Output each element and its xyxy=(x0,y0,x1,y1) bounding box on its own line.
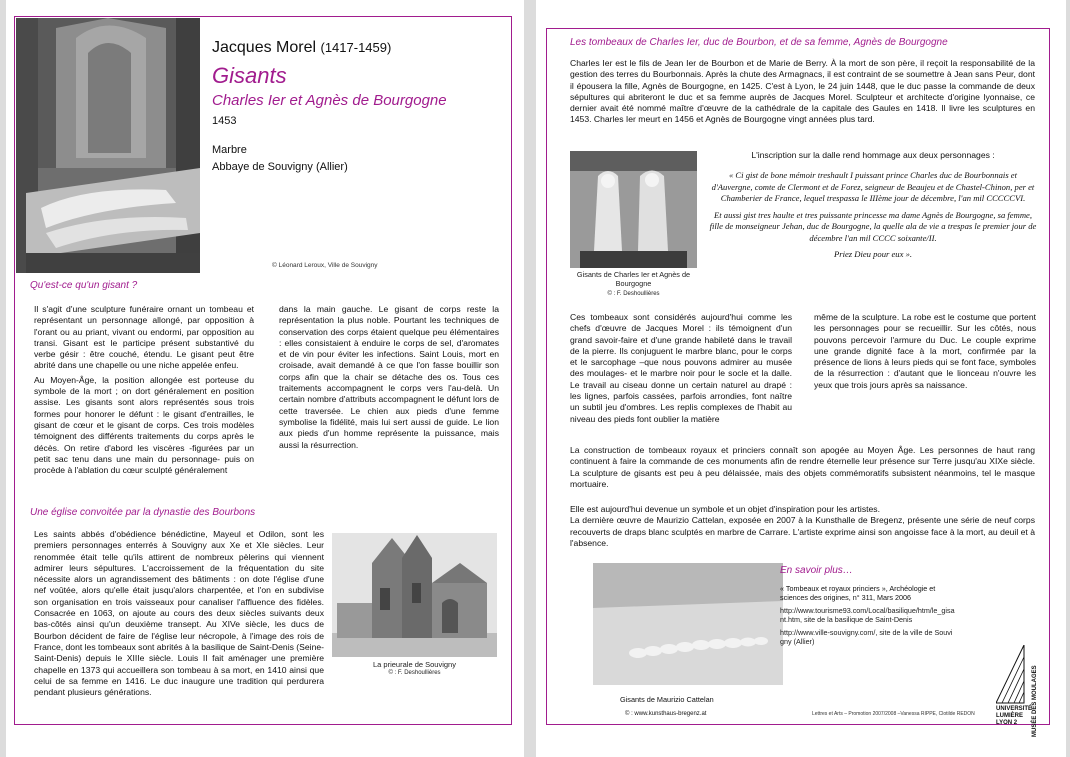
left-page xyxy=(6,0,524,757)
gisant-paragraph: Il s'agit d'une sculpture funéraire ornant un tombeau et représentant un personnage allongé, par opposition à l'orant ou au priant, vivant ou endormi, par opposition au transi. Gisant est le participe présent substantivé du verbe gésir : être couché, étendu. Le gisant peut être abrité dans une chapelle ou une niche appelée enfeu. xyxy=(34,304,254,371)
section-heading-tombeaux: Les tombeaux de Charles Ier, duc de Bourbon, et de sa femme, Agnès de Bourgogne xyxy=(570,37,948,48)
gisants-photo xyxy=(16,18,200,273)
gisant-paragraph: Au Moyen-Âge, la position allongée est porteuse du symbole de la mort ; on dort généralement en position assise. Les gisants sont alors représentés sous trois formes pour honorer le défunt : le gisant d'entrailles, le gisant de cœur et le gisant de corps. Ces trois modèles témoignent des différents traitements du corps après le décès. On retire d'abord les viscères -figurées par un petit sac tenu dans une main du personnage- puis on procède à l'ablation du cœur sculpté généralement xyxy=(34,374,254,476)
inscription-text: Priez Dieu pour eux ». xyxy=(833,249,913,259)
reference-book: « Tombeaux et royaux princiers », Archéologie et sciences des origines, n° 311, Mars 2006 xyxy=(780,584,936,602)
tomb-caption: Gisants de Charles Ier et Agnès de Bourgogne xyxy=(576,270,691,288)
intro-paragraph: Charles Ier est le fils de Jean Ier de Bourbon et de Marie de Berry. À la mort de son père, il reçoit la responsabilité de la gestion des terres du Bourbonnais. Après la chute des Armagnacs, il est contraint de se soumettre à Jean sans Peur, dont il épousera la fille, Agnès de Bourgogne, en 1425. C'est à Lyon, le 24 juin 1448, que le duc passe la commande de deux sépultures qui abriteront le duc et sa femme auprès de Jacques Morel. Sculpteur et architecte d'origine lyonnaise, ce dernier avait été nommé maître d'œuvre de la cathédrale de la capitale des Gaules en 1418. Il livre les sculptures en 1453. Charles Ier meurt en 1456 et Agnès de Bourgogne vingt années plus tard. xyxy=(570,58,1035,125)
gisant-col2 xyxy=(279,304,499,454)
logo-museum-band xyxy=(1032,645,1042,745)
inscription-text: Et aussi gist tres haulte et tres puissante princesse ma dame Agnès de Bourgogne, sa femme, fille de monseigneur Jehan, duc de Bourgogne, la quelle ala de vie a trespas le premier jour de décembre l'an mil CCCC soixante/II. xyxy=(709,209,1037,243)
inscription-block xyxy=(708,170,1038,261)
artwork-title: Gisants xyxy=(212,63,287,88)
tombeaux-col2 xyxy=(814,312,1036,394)
gisant-paragraph: dans la main gauche. Le gisant de corps reste la représentation la plus noble. Pourtant les techniques de conservation des corps étaient quelque peu élémentaires : elles consistaient à enduire le corps de sel, d'aromates et de vin pour éviter les infections. Saint Louis, mort en croisade, avait demandé à ce que l'on fasse bouillir son corps afin que la chair se détache des os. Tous ces traitements accompagnent le corps vers l'au-delà. Un certain nombre d'attributs accompagnent le défunt lors de cette traversée. Le chien aux pieds d'une femme symbolise la fidélité, mais lui sert aussi de guide. Le lion aux pieds d'un homme représente la puissance, mais aussi la résurrection. xyxy=(279,304,499,450)
reference-link[interactable]: http://www.tourisme93.com/Local/basilique/htm/le_gisant.htm, site de la basilique de Saint-Denis xyxy=(780,606,955,624)
artist-line xyxy=(212,39,391,57)
tombeaux-paragraph: même de la sculpture. La robe est le costume que portent les personnages pour se recueillir. Sur les côtés, nous pouvons percevoir l'armure du Duc. Le couple exprime une grande dignité face à la mort, confirmée par la présence de lions à leurs pieds qui se font face, symboles de la résurrection : d'autant que le lionceau n'ouvre les yeux que trois jours après sa naissance. xyxy=(814,312,1036,390)
inscription-text: « Ci gist de bone mémoir treshault I puissant prince Charles duc de Bourbonnais et d'Auvergne, comte de Clermont et de Forez, seigneur de Beaujeu et de Chastel-Chinon, per et Chamberier de France, lequel trespassa le IIIème jour de décembre, l'an mil CCCCCVI. xyxy=(711,170,1035,203)
prieurale-photo xyxy=(332,533,497,657)
logo-university-text: UNIVERSITÉ LUMIÈRE LYON 2 xyxy=(996,706,1033,726)
artist-name: Jacques Morel xyxy=(212,39,317,56)
prieurale-credit: © : F. Deshoullières xyxy=(388,670,441,676)
artwork-subtitle: Charles Ier et Agnès de Bourgogne xyxy=(212,92,447,109)
construction-paragraph: La construction de tombeaux royaux et princiers connaît son apogée au Moyen Âge. Les personnes de haut rang continuent à faire la commande de ces monuments afin de rendre éternelle leur présence sur Terre jusqu'au XIXe siècle. La sculpture de gisants est peu à peu délaissée, mais des objets commémoratifs subsistent néanmoins, tel le masque mortuaire. xyxy=(570,445,1035,489)
tombeaux-paragraph: Ces tombeaux sont considérés aujourd'hui comme les chefs d'œuvre de Jacques Morel : ils témoignent d'un grand savoir-faire et d'une grande habileté dans le travail de la pierre. Ils conjuguent le marbre blanc, pour le corps et le sarcophage –que nous pouvons admirer au musée des moulages- et le marbre noir pour le socle et la dalle. Le travail au ciseau donne un certain naturel au drapé : les lignes, parfois cassées, parfois arrondies, font naître un subtil jeu d'ombres. Les replis complexes de l'habit au niveau des pieds font oublier la matière xyxy=(570,312,792,424)
reference-link[interactable]: http://www.ville-souvigny.com/, site de la ville de Souvigny (Allier) xyxy=(780,628,953,646)
photo-credit: © Léonard Leroux, Ville de Souvigny xyxy=(272,262,378,269)
cattelan-photo xyxy=(593,563,783,685)
more-references xyxy=(780,584,955,646)
logo-mark-icon xyxy=(996,645,1026,705)
bourbons-text xyxy=(34,529,324,701)
more-heading: En savoir plus… xyxy=(780,565,853,576)
tombeaux-para3 xyxy=(570,445,1035,493)
artwork-year: 1453 xyxy=(212,115,237,127)
section-heading-gisant: Qu'est-ce qu'un gisant ? xyxy=(30,280,138,291)
inscription-intro: L'inscription sur la dalle rend hommage aux deux personnages : xyxy=(751,150,995,160)
right-page xyxy=(536,0,1066,757)
artists-paragraph: Elle est aujourd'hui devenue un symbole et un objet d'inspiration pour les artistes. xyxy=(570,504,880,514)
artwork-material: Marbre xyxy=(212,144,247,156)
tombeaux-col1 xyxy=(570,312,792,428)
cattelan-caption: Gisants de Maurizio Cattelan xyxy=(620,695,714,704)
footer-credits: Lettres et Arts – Promotion 2007/2008 –Vanessa RIPPE, Clotilde REDON xyxy=(812,711,975,717)
prieurale-caption: La prieurale de Souvigny xyxy=(373,660,456,669)
artist-dates: (1417-1459) xyxy=(320,40,392,55)
tombeaux-intro xyxy=(570,58,1035,129)
tombeaux-para4 xyxy=(570,504,1035,552)
section-heading-bourbons: Une église convoitée par la dynastie des Bourbons xyxy=(30,507,256,518)
cattelan-credit: © : www.kunsthaus-bregenz.at xyxy=(625,711,707,717)
gisant-col1 xyxy=(34,304,254,479)
bourbons-paragraph: Les saints abbés d'obédience bénédictine, Mayeul et Odilon, sont les premiers personnages enterrés à Souvigny aux Xe et XIe siècles. Leur renommée était telle qu'ils attirent de nombreux pèlerins qui viennent admirer leurs sépultures. L'accroissement de la fréquentation du site nécessite alors un agrandissement des bâtiments : on dote l'église d'une nef voûtée, alors qu'elle était jusqu'alors charpentée, et l'on en subdivise son organisation en trois vaisseaux pour canaliser l'affluence des fidèles. Consacrée en 1063, on ajoute au cours des deux siècles suivants deux bas-côtés ainsi qu'un deuxième transept. Au XIVe siècle, les ducs de Bourbon décident de faire de l'église leur nécropole, à l'image des rois de France, dont les tombeaux sont abrités à la basilique de Saint-Denis (Seine-Saint-Denis) depuis le XIIIe siècle. Louis II fait aménager une première chapelle en 1373 qui accueillera son tombeau à sa mort, en 1410 ainsi que celui de sa femme en 1416. Le duc inaugure une tradition qui perdurera pendant plusieurs générations. xyxy=(34,529,324,698)
university-logo xyxy=(994,645,1052,745)
cattelan-paragraph: La dernière œuvre de Maurizio Cattelan, exposée en 2007 à la Kunsthalle de Bregenz, présente une série de neuf corps recouverts de draps blanc sculptés en marbre de Carrare. L'artiste exprime ainsi son angoisse face à la mort, au deuil et à l'absence. xyxy=(570,515,1035,548)
logo-museum-text: MUSÉE DES MOULAGES xyxy=(1032,665,1038,737)
artwork-location: Abbaye de Souvigny (Allier) xyxy=(212,161,348,173)
tomb-photo xyxy=(570,151,697,268)
tomb-credit: © : F. Deshoullières xyxy=(607,291,660,297)
